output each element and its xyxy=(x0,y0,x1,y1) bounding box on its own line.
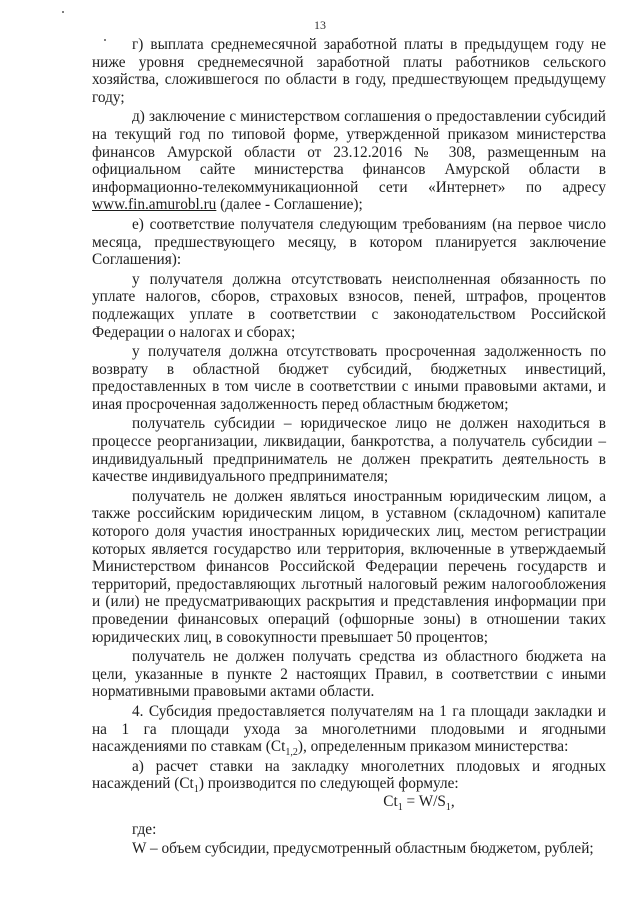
where-label: где: xyxy=(132,820,157,838)
paragraph-d-tail: (далее - Соглашение); xyxy=(216,196,363,214)
website-link[interactable]: www.fin.amurobl.ru xyxy=(92,196,217,214)
formula-end: , xyxy=(450,792,455,810)
subsection-a-text: а) расчет ставки на закладку многолетних плодовых и ягодных насаждений (Ct xyxy=(92,757,606,793)
paragraph-e: е) соответствие получателя следующим требованиям (на первое число месяца, предшествующего месяцу, в котором планируется заключение Соглашения): xyxy=(92,215,606,269)
requirement-budget: получатель не должен получать средства из областного бюджета на цели, указанные в пункте 2 настоящих Правил, в соответствии с иными нормативными правовыми актами области. xyxy=(92,648,606,701)
section-4-sub: 1,2 xyxy=(285,747,298,759)
document-body xyxy=(92,36,606,858)
page-number: 13 xyxy=(314,18,326,32)
requirement-foreign: получатель не должен являться иностранным юридическим лицом, а также российским юридическим лицом, в уставном (складочном) капитале которого доля участия иностранных юридических лиц, местом регистрации которых является государство или территория, включенные в утверждаемый Министерством финансов Российской Федерации перечень государств и территорий, предоставляющих льготный налоговый режим налогообложения и (или) не предусматривающих раскрытия и представления информации при проведении финансовых операций (офшорные зоны) в отношении таких юридических лиц, в совокупности превышает 50 процентов; xyxy=(92,487,606,646)
formula xyxy=(92,793,606,811)
section-4-text: 4. Субсидия предоставляется получателям на 1 га площади закладки и на 1 га площади ухода за многолетними плодовыми и ягодными насаждениями по ставкам (Ct xyxy=(92,702,606,756)
subsection-a-sub: 1 xyxy=(193,784,199,796)
formula-sub-1: 1 xyxy=(397,801,403,813)
formula-left: Ct xyxy=(383,792,398,810)
section-4 xyxy=(92,702,606,759)
paragraph-d xyxy=(92,108,606,214)
paragraph-g: г) выплата среднемесячной заработной платы в предыдущем году не ниже уровня среднемесячной заработной платы работников сельского хозяйства, сложившегося по области в году, предшествующем предыдущему году; xyxy=(92,36,606,106)
subsection-a-tail: ) производится по следующей формуле: xyxy=(198,775,459,793)
section-4-tail: ), определенным приказом министерства: xyxy=(297,738,569,756)
requirement-reorganization: получатель субсидии – юридическое лицо не должен находиться в процессе реорганизации, ликвидации, банкротства, а получатель субсидии – индивидуальный предприниматель не должен прекратить деятельность в качестве индивидуального предпринимателя; xyxy=(92,415,606,486)
requirement-taxes: у получателя должна отсутствовать неисполненная обязанность по уплате налогов, сборов, страховых взносов, пеней, штрафов, процентов подлежащих уплате в соответствии с законодательством Российской Федерации о налогах и сборах; xyxy=(92,270,606,341)
scan-speck xyxy=(62,11,64,13)
requirement-debt: у получателя должна отсутствовать просроченная задолженность по возврату в областной бюджет субсидий, бюджетных инвестиций, предоставленных в том числе в соответствии с иными правовыми актами, и иная просроченная задолженность перед областным бюджетом; xyxy=(92,343,606,413)
formula-sub-2: 1 xyxy=(445,801,451,813)
definition-w: W – объем субсидии, предусмотренный областным бюджетом, рублей; xyxy=(132,840,594,858)
paragraph-d-text: д) заключение с министерством соглашения о предоставлении субсидий на текущий год по типовой форме, утвержденной приказом министерства финансов Амурской области от 23.12.2016 № 308, размещенным на официальном сайте министерства финансов Амурской области в информационно-телекоммуникационной сети «Интернет» по адресу xyxy=(92,108,606,196)
formula-mid: = W/S xyxy=(402,792,446,810)
subsection-a xyxy=(92,757,606,796)
